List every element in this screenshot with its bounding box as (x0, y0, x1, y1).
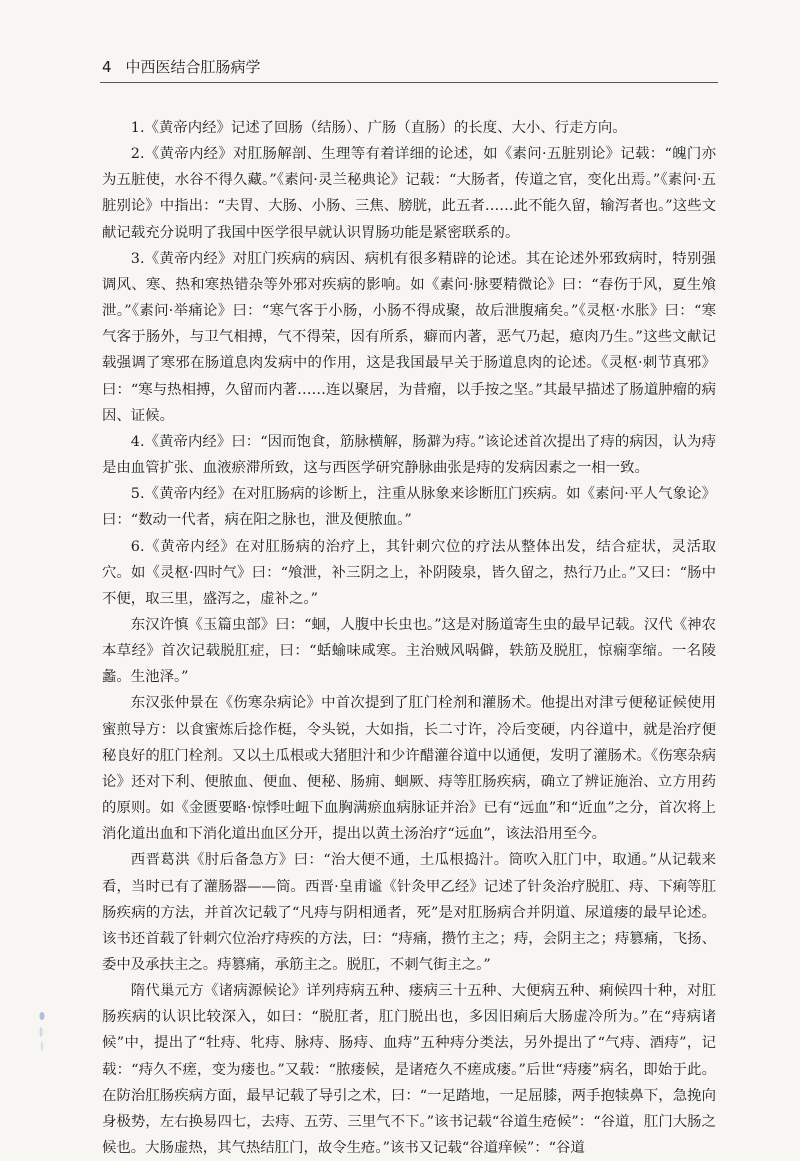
page-body (102, 115, 716, 1161)
paragraph: 5.《黄帝内经》在对肛肠病的诊断上，注重从脉象来诊断肛门疾病。如《素问·平人气象论》曰：“数动一代者，病在阳之脉也，泄及便脓血。” (102, 486, 716, 529)
paragraph: 6.《黄帝内经》在对肛肠病的治疗上，其针刺穴位的疗法从整体出发，结合症状，灵活取穴。如《灵枢·四时气》曰：“飧泄，补三阴之上，补阴陵泉，皆久留之，热行乃止。”又曰：“肠中不便，取三里，盛泻之，虚补之。” (102, 538, 716, 607)
header-divider (100, 82, 718, 83)
paragraph: 2.《黄帝内经》对肛肠解剖、生理等有着详细的论述，如《素问·五脏别论》记载：“魄门亦为五脏使，水谷不得久藏。”《素问·灵兰秘典论》记载：“大肠者，传道之官，变化出焉。”《素问·五脏别论》中指出：“夫胃、大肠、小肠、三焦、膀胱，此五者……此不能久留，输泻者也。”这些文献记载充分说明了我国中医学很早就认识胃肠功能是紧密联系的。 (102, 146, 716, 241)
paragraph: 1.《黄帝内经》记述了回肠（结肠）、广肠（直肠）的长度、大小、行走方向。 (130, 120, 627, 136)
paragraph: 3.《黄帝内经》对肛门疾病的病因、病机有很多精辟的论述。其在论述外邪致病时，特别强调风、寒、热和寒热错杂等外邪对疾病的影响。如《素问·脉要精微论》曰：“春伤于风，夏生飧泄。”《素问·举痛论》曰：“寒气客于小肠，小肠不得成聚，故后泄腹痛矣。”《灵枢·水胀》曰：“寒气客于肠外，与卫气相搏，气不得荣，因有所系，癖而内著，恶气乃起，瘜肉乃生。”这些文献记载强调了寒邪在肠道息肉发病中的作用，这是我国最早关于肠道息肉的论述。《灵枢·刺节真邪》曰：“寒与热相搏，久留而内著……连以聚居，为昔瘤，以手按之坚。”其最早描述了肠道肿瘤的病因、证候。 (102, 250, 716, 424)
page-header (102, 57, 722, 77)
paragraph: 东汉张仲景在《伤寒杂病论》中首次提到了肛门栓剂和灌肠术。他提出对津亏便秘证候使用蜜煎导方：以食蜜炼后捻作梃，令头锐，大如指，长二寸许，冷后变硬，内谷道中，就是治疗便秘良好的肛门栓剂。又以土瓜根或大猪胆汁和少许醋灌谷道中以通便，发明了灌肠术。《伤寒杂病论》还对下利、便脓血、便血、便秘、肠痈、蛔厥、痔等肛肠疾病，确立了辨证施治、立方用药的原则。如《金匮要略·惊悸吐衄下血胸满瘀血病脉证并治》已有“远血”和“近血”之分，首次将上消化道出血和下消化道出血区分开，提出以黄土汤治疗“远血”，该法沿用至今。 (102, 695, 716, 843)
paragraph: 西晋葛洪《肘后备急方》曰：“治大便不通，土瓜根捣汁。筒吹入肛门中，取通。”从记载来看，当时已有了灌肠器——筒。西晋·皇甫谧《针灸甲乙经》记述了针灸治疗脱肛、痔、下痢等肛肠疾病的方法，并首次记载了“凡痔与阴相通者，死”是对肛肠病合并阴道、尿道瘘的最早论述。该书还首载了针刺穴位治疗痔疾的方法，曰：“痔痛，攒竹主之；痔，会阴主之；痔篡痛，飞扬、委中及承扶主之。痔篡痛，承筋主之。脱肛，不刺气街主之。” (102, 852, 716, 973)
book-title: 中西医结合肛肠病学 (125, 58, 261, 76)
paragraph: 隋代巢元方《诸病源候论》详列痔病五种、瘘病三十五种、大便病五种、痢候四十种，对肛肠疾病的认识比较深入，如曰：“脱肛者，肛门脱出也，多因旧痢后大肠虚冷所为。”在“痔病诸候”中，提出了“牡痔、牝痔、脉痔、肠痔、血痔”五种痔分类法，另外提出了“气痔、酒痔”，记载：“痔久不瘥，变为瘘也。”又载：“脓瘘候，是诸疮久不瘥成瘘。”后世“痔瘘”病名，即始于此。在防治肛肠疾病方面，最早记载了导引之术，曰：“一足踏地，一足屈膝，两手抱犊鼻下，急挽向身极势，左右换易四七，去痔、五劳、三里气不下。”该书记载“谷道生疮候”：“谷道，肛门大肠之候也。大肠虚热，其气热结肛门，故令生疮。”该书又记载“谷道痒候”：“谷道 (102, 983, 716, 1157)
paragraph: 东汉许慎《玉篇虫部》曰：“蛔，人腹中长虫也。”这是对肠道寄生虫的最早记载。汉代《神农本草经》首次记载脱肛症，曰：“蛞蝓味咸寒。主治贼风㖞僻，轶筋及脱肛，惊痫挛缩。一名陵蠡。生池泽。” (102, 616, 716, 686)
ink-smudge (38, 1010, 46, 1054)
page-number: 4 (102, 58, 112, 76)
paragraph: 4.《黄帝内经》曰：“因而饱食，筋脉横解，肠澼为痔。”该论述首次提出了痔的病因，认为痔是由血管扩张、血液瘀滞所致，这与西医学研究静脉曲张是痔的发病因素之一相一致。 (102, 433, 716, 477)
